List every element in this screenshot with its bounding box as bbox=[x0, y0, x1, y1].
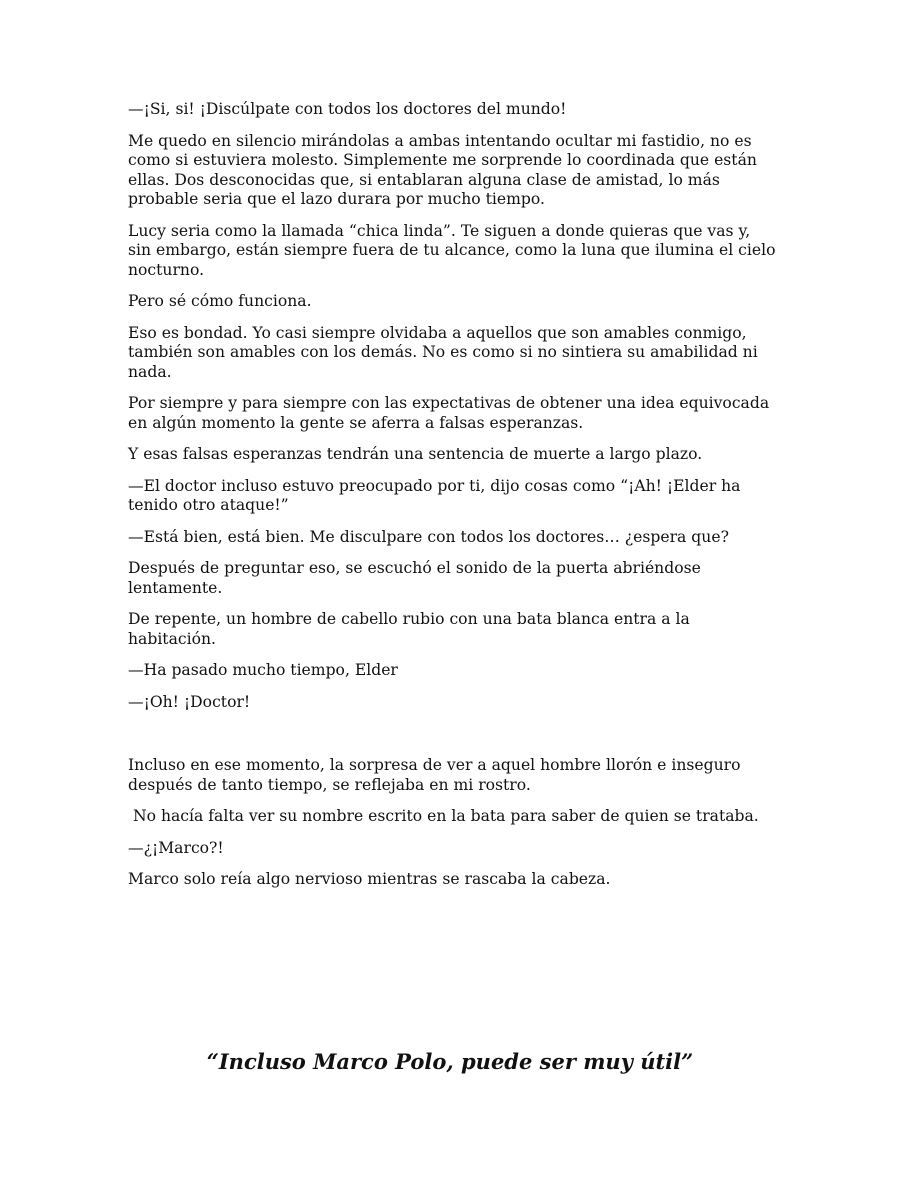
paragraph: Marco solo reía algo nervioso mientras se rascaba la cabeza. bbox=[128, 870, 611, 888]
paragraph: —¡Oh! ¡Doctor! bbox=[128, 692, 251, 711]
paragraph: —¿¡Marco?! bbox=[128, 838, 224, 857]
paragraph: Después de preguntar eso, se escuchó el sonido de la puerta abriéndose lentamente. bbox=[128, 559, 706, 597]
paragraph: De repente, un hombre de cabello rubio con una bata blanca entra a la habitación. bbox=[128, 610, 695, 648]
paragraph: Me quedo en silencio mirándolas a ambas intentando ocultar mi fastidio, no es como si estuviera molesto. Simplemente me sorprende lo coordinada que están ellas. Dos desconocidas que, si entablaran alguna clase de amistad, lo más probable seria que el lazo durara por mucho tiempo. bbox=[128, 131, 762, 208]
closing-quote: “Incluso Marco Polo, puede ser muy útil” bbox=[206, 1049, 694, 1074]
paragraph: Pero sé cómo funciona. bbox=[128, 292, 312, 310]
paragraph: —Ha pasado mucho tiempo, Elder bbox=[128, 661, 398, 679]
paragraph: —Está bien, está bien. Me disculpare con todos los doctores… ¿espera que? bbox=[128, 527, 729, 546]
paragraph: —¡Si, si! ¡Discúlpate con todos los doctores del mundo! bbox=[128, 100, 567, 118]
paragraph: —El doctor incluso estuvo preocupado por ti, dijo cosas como “¡Ah! ¡Elder ha tenido otro ataque!” bbox=[128, 476, 746, 514]
body-text bbox=[128, 100, 781, 902]
paragraph: Y esas falsas esperanzas tendrán una sentencia de muerte a largo plazo. bbox=[128, 445, 703, 463]
paragraph: Incluso en ese momento, la sorpresa de ver a aquel hombre llorón e inseguro después de tanto tiempo, se reflejaba en mi rostro. bbox=[128, 756, 746, 794]
paragraph: Lucy seria como la llamada “chica linda”. Te siguen a donde quieras que vas y, sin embargo, están siempre fuera de tu alcance, como la luna que ilumina el cielo nocturno. bbox=[128, 221, 781, 279]
paragraph: Por siempre y para siempre con las expectativas de obtener una idea equivocada en algún momento la gente se aferra a falsas esperanzas. bbox=[128, 394, 775, 432]
paragraph: No hacía falta ver su nombre escrito en la bata para saber de quien se trataba. bbox=[128, 807, 759, 825]
paragraph: Eso es bondad. Yo casi siempre olvidaba a aquellos que son amables conmigo, también son amables con los demás. No es como si no sintiera su amabilidad ni nada. bbox=[128, 323, 763, 381]
